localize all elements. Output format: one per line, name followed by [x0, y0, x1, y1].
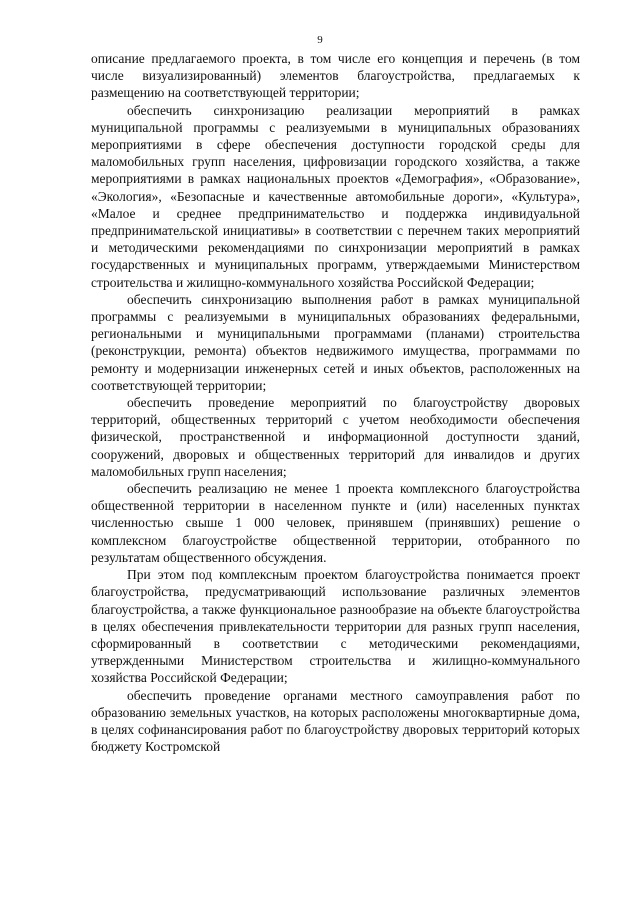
paragraph-2: обеспечить синхронизацию реализации мероприятий в рамках муниципальной программы с реализуемыми в муниципальных образованиях мероприятиями в сфере обеспечения доступности городской среды для маломобильных групп населения, цифровизации городского хозяйства, а также мероприятиями в рамках национальных проектов «Демография», «Образование», «Экология», «Безопасные и качественные автомобильные дороги», «Культура», «Малое и среднее предпринимательство и поддержка индивидуальной предпринимательской инициативы» в соответствии с перечнем таких мероприятий и методическими рекомендациями по синхронизации мероприятий в рамках государственных и муниципальных программ, утверждаемыми Министерством строительства и жилищно-коммунального хозяйства Российской Федерации;	[91, 102, 580, 290]
paragraph-4: обеспечить проведение мероприятий по благоустройству дворовых территорий, общественных территорий с учетом необходимости обеспечения физической, пространственной и информационной доступности зданий, сооружений, дворовых и общественных территорий для инвалидов и других маломобильных групп населения;	[91, 395, 580, 479]
document-body	[91, 50, 580, 755]
paragraph-5: обеспечить реализацию не менее 1 проекта комплексного благоустройства общественной территории в населенном пункте и (или) населенных пунктах численностью свыше 1 000 человек, принявшем (принявших) решение о комплексном благоустройстве общественной территории, отобранного по результатам общественного обсуждения.	[91, 481, 580, 565]
paragraph-1: описание предлагаемого проекта, в том числе его концепция и перечень (в том числе визуализированный) элементов благоустройства, предлагаемых к размещению на соответствующей территории;	[91, 51, 580, 101]
paragraph-3: обеспечить синхронизацию выполнения работ в рамках муниципальной программы с реализуемыми в муниципальных образованиях федеральными, региональными и муниципальными программами (планами) строительства (реконструкции, ремонта) объектов недвижимого имущества, программами по ремонту и модернизации инженерных сетей и иных объектов, расположенных на соответствующей территории;	[91, 291, 580, 393]
page-number: 9	[317, 34, 323, 46]
paragraph-6: При этом под комплексным проектом благоустройства понимается проект благоустройства, предусматривающий использование различных элементов благоустройства, а также функциональное разнообразие на объекте благоустройства в целях обеспечения привлекательности территории для разных групп населения, сформированный в соответствии с методическими рекомендациями, утвержденными Министерством строительства и жилищно-коммунального хозяйства Российской Федерации;	[91, 567, 580, 686]
paragraph-7: обеспечить проведение органами местного самоуправления работ по образованию земельных участков, на которых расположены многоквартирные дома, в целях софинансирования работ по благоустройству дворовых территорий которых бюджету Костромской	[91, 687, 580, 755]
